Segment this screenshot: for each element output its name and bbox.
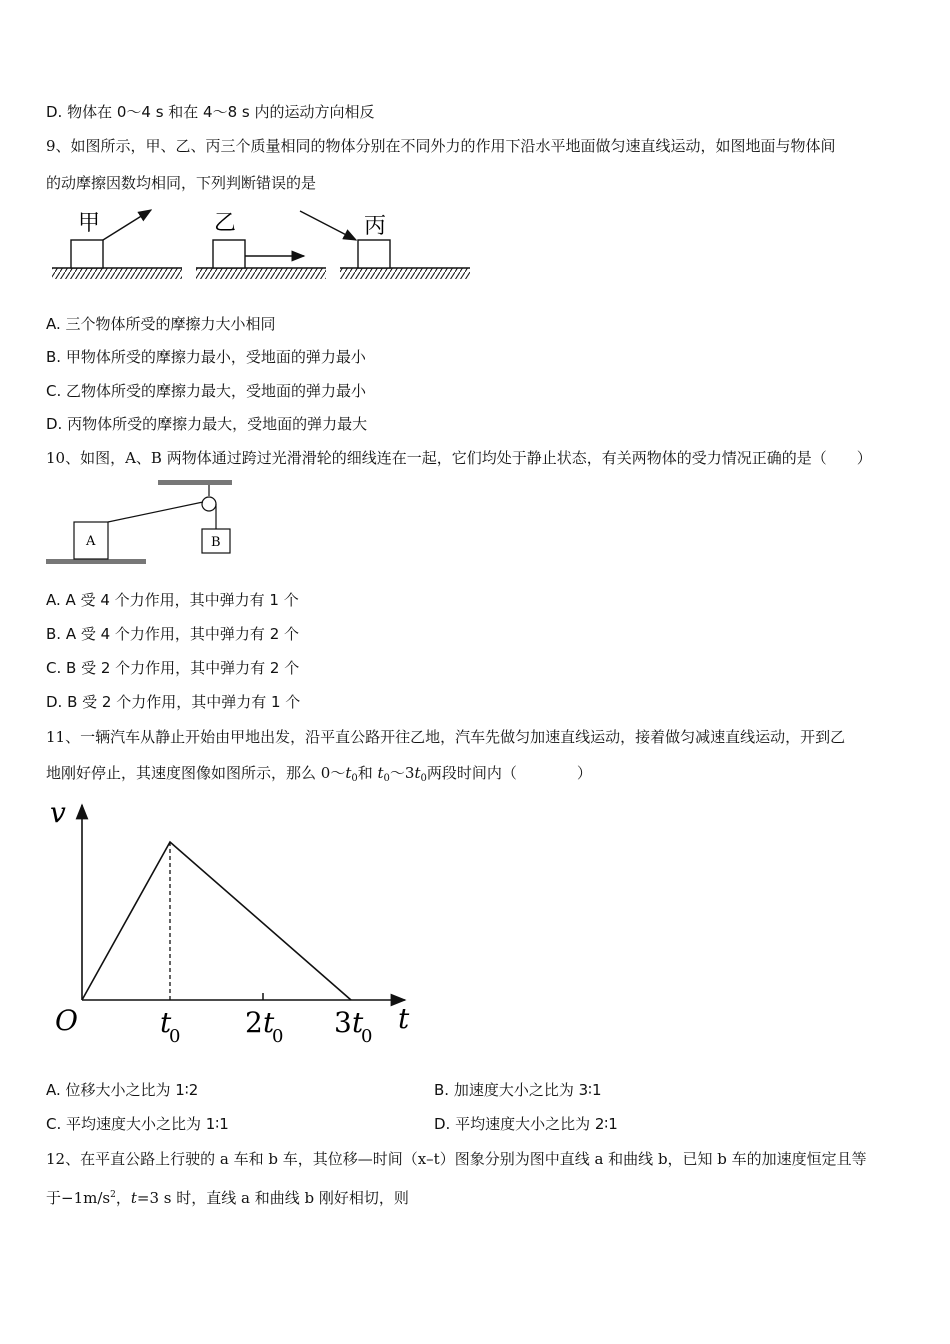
q10-option-a: A. A 受 4 个力作用，其中弹力有 1 个 [46,591,299,609]
q10-option-b: B. A 受 4 个力作用，其中弹力有 2 个 [46,625,300,643]
q11-tick-label-2t: t [263,1006,275,1039]
q9-label-bing: 丙 [364,214,387,239]
q11-tick-sub-3: 0 [361,1026,373,1047]
q12-stem-line2: 于$-1m/s^2$，t=3 s 时，直线 a 和曲线 b 刚好相切，则 [46,1189,409,1207]
q11-option-b: B. 加速度大小之比为 3∶1 [434,1081,602,1099]
q9-block-yi [196,211,326,279]
q10-figure [46,480,232,564]
q11-tick-sub-1: 0 [169,1026,181,1047]
q9-stem-line1: 9、如图所示，甲、乙、丙三个质量相同的物体分别在不同外力的作用下沿水平地面做匀速直线运动，如图地面与物体间 [46,137,836,155]
q11-tick-sub-2: 0 [272,1026,284,1047]
q10-label-b: B [211,535,221,550]
q11-tick-label-t0: t [160,1006,172,1039]
q11-option-c: C. 平均速度大小之比为 1∶1 [46,1115,229,1133]
q11-option-a: A. 位移大小之比为 1∶2 [46,1081,199,1099]
q9-stem-line2: 的动摩擦因数均相同，下列判断错误的是 [46,174,317,192]
q9-label-yi: 乙 [214,211,237,236]
q8-option-d: D. 物体在 0～4 s 和在 4～8 s 内的运动方向相反 [46,103,375,121]
q9-option-a: A. 三个物体所受的摩擦力大小相同 [46,315,276,333]
q10-stem: 10、如图，A、B 两物体通过跨过光滑滑轮的细线连在一起，它们均处于静止状态，有关两物体的受力情况正确的是（ ） [46,449,872,467]
q10-option-c: C. B 受 2 个力作用，其中弹力有 2 个 [46,659,300,677]
q9-label-jia: 甲 [78,211,101,236]
q11-velocity-line [82,842,351,1000]
q11-origin: O [55,1004,78,1037]
q11-tick-label-2: 2 [245,1006,263,1039]
q11-stem-line2: 地刚好停止，其速度图像如图所示，那么 $0\sim t_0$和 $t_0\sim 3t_0$两段时间内（ ） [46,764,592,784]
q9-option-c: C. 乙物体所受的摩擦力最大，受地面的弹力最小 [46,382,367,400]
q9-option-b: B. 甲物体所受的摩擦力最小，受地面的弹力最小 [46,348,366,366]
q9-block-jia [52,210,182,279]
q11-stem-line1: 11、一辆汽车从静止开始由甲地出发，沿平直公路开往乙地，汽车先做匀加速直线运动，接着做匀减速直线运动，开到乙 [46,728,846,746]
q9-option-d: D. 丙物体所受的摩擦力最大，受地面的弹力最大 [46,415,368,433]
q11-option-d: D. 平均速度大小之比为 2∶1 [434,1115,618,1133]
q11-axis-v: v [50,796,66,829]
q10-label-a: A [86,534,96,549]
q11-vt-graph [50,796,410,1047]
q10-option-d: D. B 受 2 个力作用，其中弹力有 1 个 [46,693,301,711]
q11-axis-t: t [398,1002,410,1035]
q11-tick-label-3t: t [352,1006,364,1039]
q12-stem-line1: 12、在平直公路上行驶的 a 车和 b 车，其位移—时间（x–t）图象分别为图中直线 a 和曲线 b，已知 b 车的加速度恒定且等 [46,1150,867,1168]
q11-tick-label-3: 3 [334,1006,352,1039]
